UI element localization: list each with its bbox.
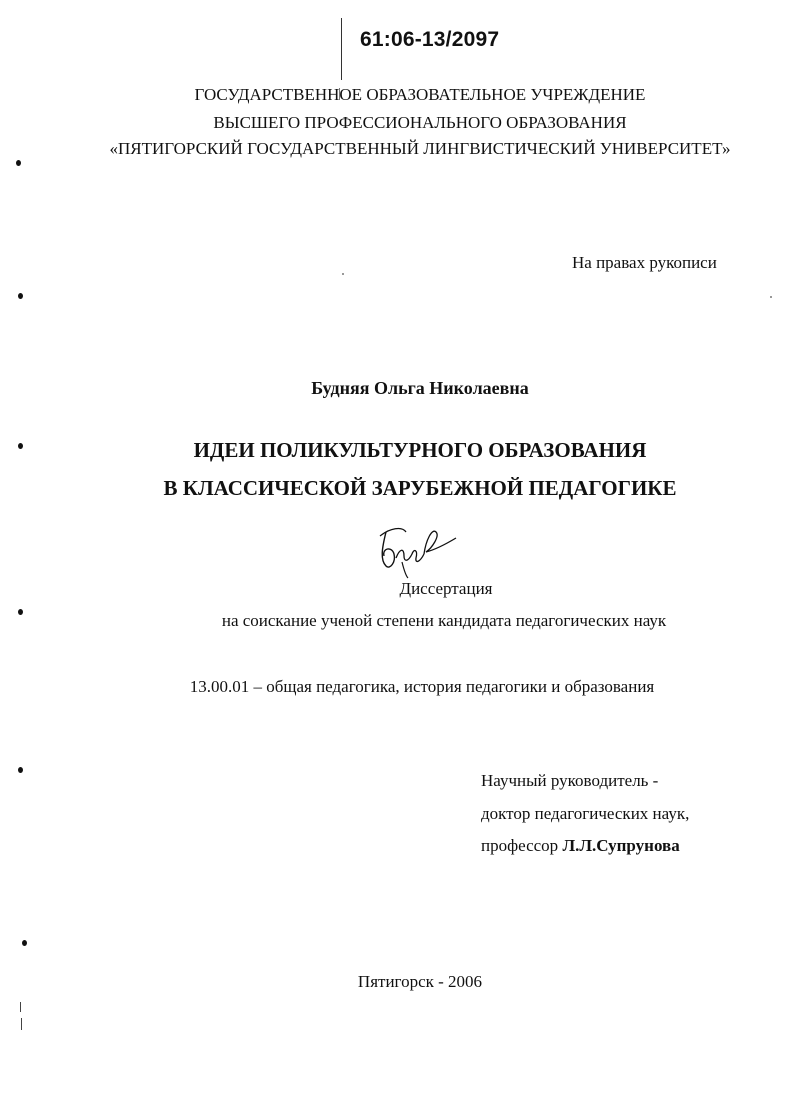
institution-line-1: ГОСУДАРСТВЕННОЕ ОБРАЗОВАТЕЛЬНОЕ УЧРЕЖДЕНИЕ [194, 85, 646, 104]
scan-edge-mark [20, 1002, 21, 1012]
author-name: Будняя Ольга Николаевна [311, 378, 529, 398]
binding-hole-mark [18, 767, 23, 773]
binding-hole-mark [22, 940, 27, 946]
signature-icon [372, 518, 462, 580]
rights-note: На правах рукописи [572, 253, 717, 272]
supervisor-name: Л.Л.Супрунова [562, 836, 680, 855]
supervisor-label: Научный руководитель - [481, 771, 659, 790]
city-year: Пятигорск - 2006 [357, 972, 483, 991]
institution-line-3: «ПЯТИГОРСКИЙ ГОСУДАРСТВЕННЫЙ ЛИНГВИСТИЧЕСКИЙ УНИВЕРСИТЕТ» [109, 139, 731, 158]
supervisor-degree: доктор педагогических наук, [481, 804, 690, 823]
institution-line-2: ВЫСШЕГО ПРОФЕССИОНАЛЬНОГО ОБРАЗОВАНИЯ [213, 113, 627, 132]
scan-speck [770, 296, 772, 298]
binding-hole-mark [18, 293, 23, 299]
title-line-2: В КЛАССИЧЕСКОЙ ЗАРУБЕЖНОЙ ПЕДАГОГИКЕ [163, 476, 677, 500]
title-line-1: ИДЕИ ПОЛИКУЛЬТУРНОГО ОБРАЗОВАНИЯ [193, 438, 647, 462]
specialty-line: 13.00.01 – общая педагогика, история педагогики и образования [189, 677, 655, 696]
supervisor-title: профессор [481, 836, 563, 855]
supervisor-name-line [481, 836, 680, 856]
scan-edge-mark [21, 1018, 22, 1030]
scan-vertical-line [341, 18, 342, 80]
archive-number: 61:06-13/2097 [360, 28, 500, 51]
scan-speck [342, 273, 344, 275]
binding-hole-mark [18, 609, 23, 615]
work-type: Диссертация [399, 579, 493, 598]
degree-line: на соискание ученой степени кандидата педагогических наук [221, 611, 667, 630]
binding-hole-mark [16, 160, 21, 166]
binding-hole-mark [18, 443, 23, 449]
